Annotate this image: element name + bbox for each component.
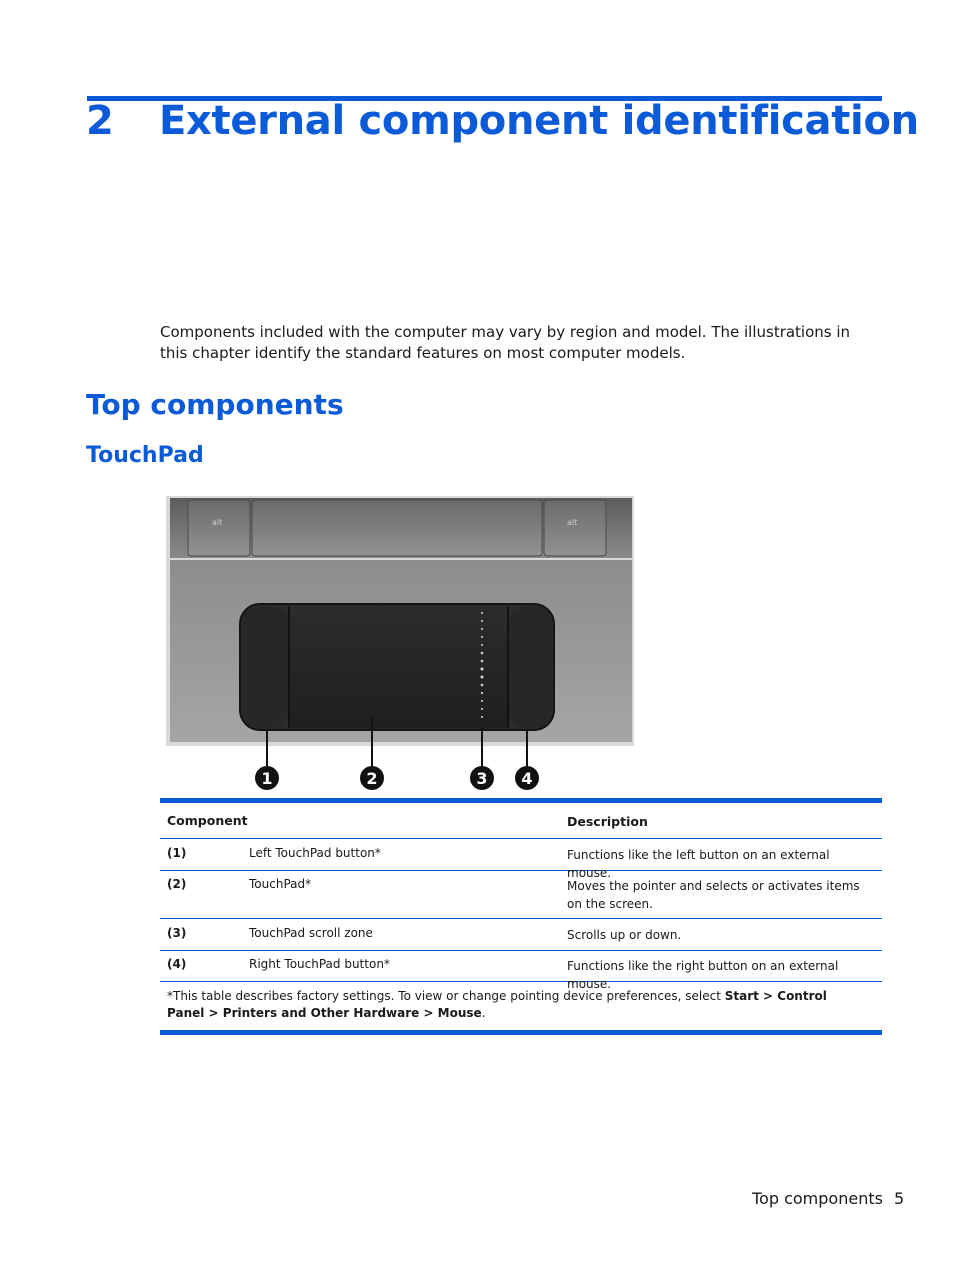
row-description: Functions like the left button on an external mouse. (567, 848, 830, 880)
table-row (160, 871, 882, 919)
note-prefix: *This table describes factory settings. To view or change pointing device preferences, select (167, 989, 725, 1003)
row-number: (1) (167, 846, 187, 860)
footer-section: Top components (752, 1189, 883, 1208)
row-description: Scrolls up or down. (567, 928, 682, 942)
header-description: Description (567, 814, 648, 829)
row-number: (4) (167, 957, 187, 971)
table-note (167, 988, 867, 1022)
svg-text:alt: alt (567, 518, 578, 527)
row-component: Left TouchPad button* (249, 846, 381, 860)
row-number: (2) (167, 877, 187, 891)
callout-4-label: 4 (521, 769, 533, 788)
table-header-row (160, 803, 882, 839)
center-key (252, 500, 542, 556)
table-row (160, 919, 882, 951)
table-note-row (160, 982, 882, 1030)
touchpad-surface (290, 606, 507, 728)
table-row (160, 839, 882, 880)
chapter-title: External component identification (159, 98, 919, 144)
right-touchpad-button (509, 606, 552, 728)
row-description: Moves the pointer and selects or activates items on the screen. (567, 879, 860, 911)
callout-2 (360, 766, 384, 790)
note-menu-path: Start > Control Panel > Printers and Other Hardware > Mouse (167, 989, 827, 1020)
chapter-heading (86, 98, 919, 144)
intro-paragraph: Components included with the computer may vary by region and model. The illustrations in this chapter identify the standard features on most computer models. (160, 323, 851, 362)
section-title: Top components (86, 388, 344, 421)
callout-4 (515, 766, 539, 790)
row-number: (3) (167, 926, 187, 940)
row-description: Functions like the right button on an external mouse. (567, 959, 839, 991)
note-suffix: . (481, 1006, 486, 1020)
callout-1-label: 1 (261, 769, 273, 788)
callout-3-label: 3 (476, 769, 488, 788)
left-key (188, 500, 250, 556)
header-component: Component (167, 813, 248, 828)
page-number: 5 (894, 1189, 905, 1208)
svg-text:alt: alt (212, 518, 223, 527)
chapter-number: 2 (86, 98, 114, 144)
callout-3 (470, 766, 494, 790)
row-component: TouchPad* (249, 877, 312, 891)
right-key (544, 500, 606, 556)
subsection-title: TouchPad (86, 443, 204, 468)
component-table (160, 798, 882, 1035)
left-touchpad-button (242, 606, 288, 728)
table-row (160, 951, 882, 991)
touchpad-illustration (160, 488, 640, 793)
callout-1 (255, 766, 279, 790)
row-component: TouchPad scroll zone (249, 926, 373, 940)
row-component: Right TouchPad button* (249, 957, 390, 971)
callout-2-label: 2 (366, 769, 378, 788)
